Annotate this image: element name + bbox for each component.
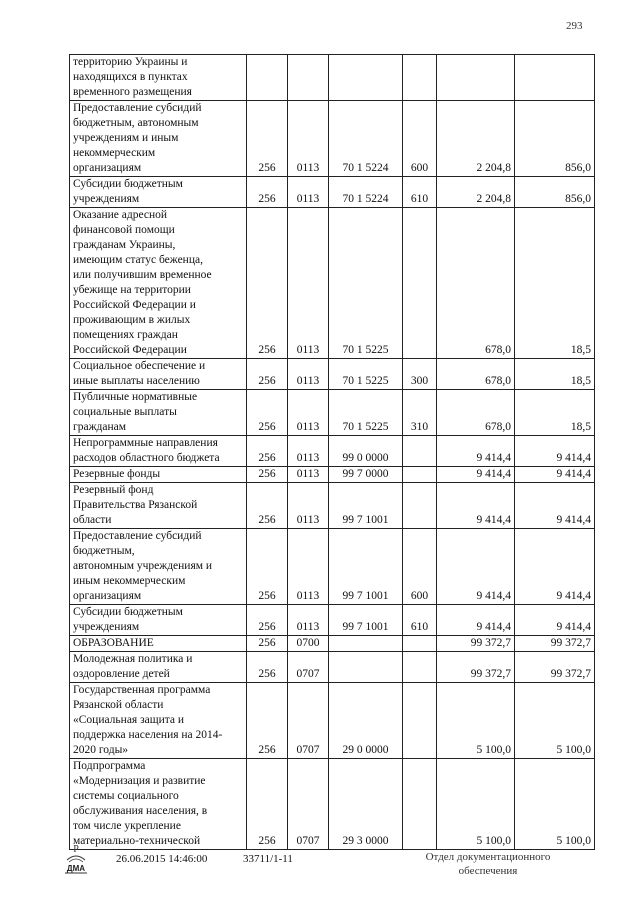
amount-executed-cell: 18,5 (515, 208, 595, 359)
ministry-code-cell: 256 (247, 529, 288, 605)
section-code-cell: 0113 (288, 436, 329, 467)
ministry-code-cell: 256 (247, 436, 288, 467)
organization-logo-icon (62, 842, 90, 876)
amount-planned-cell: 2 204,8 (437, 101, 515, 177)
amount-executed-cell (515, 55, 595, 101)
table-row (70, 636, 595, 652)
amount-planned-cell: 678,0 (437, 359, 515, 390)
section-code-cell: 0113 (288, 359, 329, 390)
row-name-cell: Социальное обеспечение и иные выплаты населению (70, 359, 247, 390)
budget-table (69, 54, 595, 850)
section-code-cell: 0707 (288, 759, 329, 850)
target-article-cell: 29 0 0000 (329, 683, 403, 759)
table-row (70, 759, 595, 850)
amount-executed-cell: 856,0 (515, 101, 595, 177)
section-code-cell: 0113 (288, 177, 329, 208)
svg-text:Р: Р (73, 844, 79, 855)
row-name-cell: Субсидии бюджетным учреждениям (70, 177, 247, 208)
ministry-code-cell (247, 55, 288, 101)
table-row (70, 467, 595, 483)
amount-executed-cell: 99 372,7 (515, 652, 595, 683)
amount-executed-cell: 18,5 (515, 359, 595, 390)
target-article-cell: 70 1 5225 (329, 208, 403, 359)
ministry-code-cell: 256 (247, 208, 288, 359)
table-row (70, 529, 595, 605)
row-name-cell: Непрограммные направления расходов областного бюджета (70, 436, 247, 467)
footer-document-id: 33711/1-11 (243, 853, 293, 865)
target-article-cell: 99 7 1001 (329, 529, 403, 605)
amount-planned-cell: 5 100,0 (437, 683, 515, 759)
section-code-cell: 0113 (288, 483, 329, 529)
amount-executed-cell: 9 414,4 (515, 467, 595, 483)
row-name-cell: Оказание адресной финансовой помощи гражданам Украины, имеющим статус беженца, или получившим временное убежище на территории Российской Федерации и проживающим в жилых помещениях граждан Российской Федерации (70, 208, 247, 359)
row-name-cell: ОБРАЗОВАНИЕ (70, 636, 247, 652)
table-row (70, 605, 595, 636)
page-number: 293 (566, 20, 583, 32)
target-article-cell (329, 636, 403, 652)
table-row (70, 390, 595, 436)
expense-type-cell (403, 636, 437, 652)
amount-planned-cell (437, 55, 515, 101)
department-stamp (408, 850, 568, 878)
amount-planned-cell: 9 414,4 (437, 605, 515, 636)
section-code-cell (288, 55, 329, 101)
table-row (70, 101, 595, 177)
row-name-cell: Резервные фонды (70, 467, 247, 483)
expense-type-cell (403, 436, 437, 467)
stamp-line-2: обеспечения (458, 865, 518, 877)
expense-type-cell (403, 683, 437, 759)
expense-type-cell (403, 652, 437, 683)
ministry-code-cell: 256 (247, 177, 288, 208)
target-article-cell (329, 55, 403, 101)
ministry-code-cell: 256 (247, 390, 288, 436)
stamp-line-1: Отдел документационного (425, 851, 551, 863)
row-name-cell: Государственная программа Рязанской области «Социальная защита и поддержка населения на 2014- 2020 годы» (70, 683, 247, 759)
row-name-cell: Резервный фонд Правительства Рязанской области (70, 483, 247, 529)
section-code-cell: 0707 (288, 652, 329, 683)
amount-executed-cell: 18,5 (515, 390, 595, 436)
section-code-cell: 0113 (288, 529, 329, 605)
ministry-code-cell: 256 (247, 636, 288, 652)
table-row (70, 208, 595, 359)
amount-planned-cell: 9 414,4 (437, 436, 515, 467)
expense-type-cell: 600 (403, 529, 437, 605)
amount-executed-cell: 9 414,4 (515, 529, 595, 605)
section-code-cell: 0113 (288, 605, 329, 636)
expense-type-cell (403, 467, 437, 483)
amount-executed-cell: 5 100,0 (515, 759, 595, 850)
ministry-code-cell: 256 (247, 759, 288, 850)
target-article-cell: 99 7 0000 (329, 467, 403, 483)
section-code-cell: 0113 (288, 390, 329, 436)
row-name-cell: Предоставление субсидий бюджетным, автономным учреждениям и иным некоммерческим организациям (70, 529, 247, 605)
page-footer (0, 840, 640, 900)
expense-type-cell (403, 55, 437, 101)
expense-type-cell: 610 (403, 177, 437, 208)
row-name-cell: Молодежная политика и оздоровление детей (70, 652, 247, 683)
ministry-code-cell: 256 (247, 683, 288, 759)
table-row (70, 436, 595, 467)
amount-executed-cell: 5 100,0 (515, 683, 595, 759)
expense-type-cell: 310 (403, 390, 437, 436)
expense-type-cell: 300 (403, 359, 437, 390)
target-article-cell (329, 652, 403, 683)
amount-executed-cell: 9 414,4 (515, 483, 595, 529)
amount-planned-cell: 678,0 (437, 390, 515, 436)
ministry-code-cell: 256 (247, 467, 288, 483)
table-row (70, 55, 595, 101)
row-name-cell: Субсидии бюджетным учреждениям (70, 605, 247, 636)
amount-executed-cell: 9 414,4 (515, 436, 595, 467)
ministry-code-cell: 256 (247, 101, 288, 177)
svg-text:ДМА: ДМА (66, 864, 86, 873)
target-article-cell: 70 1 5224 (329, 177, 403, 208)
row-name-cell: Подпрограмма «Модернизация и развитие системы социального обслуживания населения, в том числе укрепление материально-технической (70, 759, 247, 850)
target-article-cell: 70 1 5225 (329, 390, 403, 436)
target-article-cell: 99 7 1001 (329, 483, 403, 529)
amount-executed-cell: 99 372,7 (515, 636, 595, 652)
table-row (70, 652, 595, 683)
section-code-cell: 0707 (288, 683, 329, 759)
amount-planned-cell: 9 414,4 (437, 467, 515, 483)
amount-planned-cell: 5 100,0 (437, 759, 515, 850)
target-article-cell: 70 1 5225 (329, 359, 403, 390)
target-article-cell: 99 0 0000 (329, 436, 403, 467)
table-row (70, 683, 595, 759)
amount-executed-cell: 856,0 (515, 177, 595, 208)
section-code-cell: 0700 (288, 636, 329, 652)
amount-planned-cell: 9 414,4 (437, 529, 515, 605)
amount-planned-cell: 99 372,7 (437, 636, 515, 652)
row-name-cell: территорию Украины и находящихся в пунктах временного размещения (70, 55, 247, 101)
ministry-code-cell: 256 (247, 483, 288, 529)
amount-planned-cell: 678,0 (437, 208, 515, 359)
table-row (70, 177, 595, 208)
ministry-code-cell: 256 (247, 652, 288, 683)
target-article-cell: 99 7 1001 (329, 605, 403, 636)
amount-planned-cell: 9 414,4 (437, 483, 515, 529)
expense-type-cell (403, 208, 437, 359)
expense-type-cell (403, 759, 437, 850)
expense-type-cell: 600 (403, 101, 437, 177)
table-row (70, 359, 595, 390)
row-name-cell: Публичные нормативные социальные выплаты гражданам (70, 390, 247, 436)
ministry-code-cell: 256 (247, 359, 288, 390)
section-code-cell: 0113 (288, 101, 329, 177)
amount-executed-cell: 9 414,4 (515, 605, 595, 636)
target-article-cell: 70 1 5224 (329, 101, 403, 177)
footer-timestamp: 26.06.2015 14:46:00 (116, 853, 208, 865)
row-name-cell: Предоставление субсидий бюджетным, автономным учреждениям и иным некоммерческим организациям (70, 101, 247, 177)
table-row (70, 483, 595, 529)
target-article-cell: 29 3 0000 (329, 759, 403, 850)
ministry-code-cell: 256 (247, 605, 288, 636)
amount-planned-cell: 99 372,7 (437, 652, 515, 683)
amount-planned-cell: 2 204,8 (437, 177, 515, 208)
expense-type-cell (403, 483, 437, 529)
section-code-cell: 0113 (288, 467, 329, 483)
expense-type-cell: 610 (403, 605, 437, 636)
section-code-cell: 0113 (288, 208, 329, 359)
